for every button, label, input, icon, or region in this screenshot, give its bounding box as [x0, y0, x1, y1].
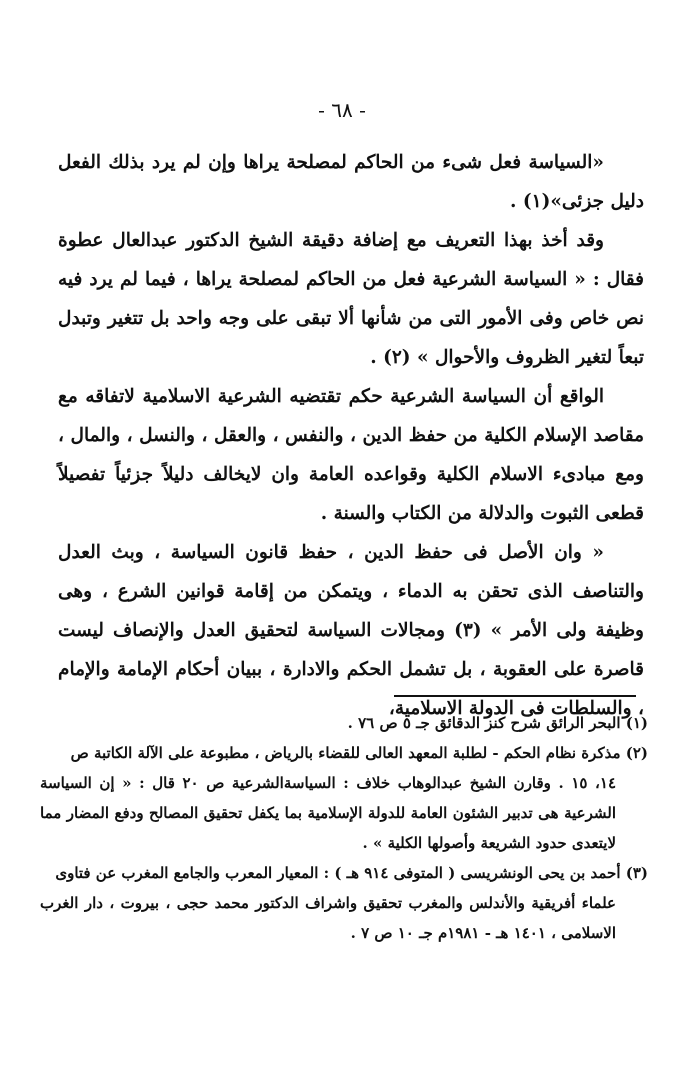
page-number: - ٦٨ -: [318, 98, 366, 122]
body-paragraph-3: الواقع أن السياسة الشرعية حكم تقتضيه الشرعية الاسلامية لاتفاقه مع مقاصد الإسلام الكلية من حفظ الدين ، والنفس ، والعقل ، والنسل ، والمال ، ومع مبادىء الاسلام الكلية وقواعده العامة وان لايخالف دليلاً جزئياً تفصيلاً قطعى الثبوت والدلالة من الكتاب والسنة .: [58, 386, 644, 524]
footnote-2: (٢) مذكرة نظام الحكم - لطلبة المعهد العالى للقضاء بالرياض ، مطبوعة على الآلة الكاتبة ص: [70, 744, 648, 762]
footnote-2-continuation: ١٤، ١٥ . وقارن الشيخ عبدالوهاب خلاف : السياسةالشرعية ص ٢٠ قال : « إن السياسة الشرعية هى تدبير الشئون العامة للدولة الإسلامية بما يكفل تحقيق المصالح ودفع المضار مما لايتعدى حدود الشريعة وأصولها الكلية » .: [40, 774, 617, 852]
footnote-1: (١) البحر الرائق شرح كنز الدقائق جـ ٥ ص ٧٦ .: [347, 714, 648, 732]
body-paragraph-1: «السياسة فعل شىء من الحاكم لمصلحة يراها وإن لم يرد بذلك الفعل دليل جزئى»(١) .: [58, 152, 644, 212]
footnote-3-continuation: علماء أفريقية والأندلس والمغرب تحقيق واشراف الدكتور محمد حجى ، بيروت ، دار الغرب الاسلامى ، ١٤٠١ هـ - ١٩٨١م جـ ١٠ ص ٧ .: [40, 894, 616, 942]
footnote-3: (٣) أحمد بن يحى الونشريسى ( المتوفى ٩١٤ هـ ) : المعيار المعرب والجامع المغرب عن فتاوى: [55, 864, 648, 882]
footnotes: [40, 708, 648, 948]
body-paragraph-2: وقد أخذ بهذا التعريف مع إضافة دقيقة الشيخ الدكتور عبدالعال عطوة فقال : « السياسة الشرعية فعل من الحاكم لمصلحة يراها ، فيما لم يرد فيه نص خاص وفى الأمور التى من شأنها ألا تبقى على وجه واحد بل تتغير وتبدل تبعاً لتغير الظروف والأحوال » (٢) .: [58, 230, 644, 368]
footnote-separator: [394, 695, 636, 697]
body-paragraph-4: « وان الأصل فى حفظ الدين ، حفظ قانون السياسة ، وبث العدل والتناصف الذى تحقن به الدماء ، ويتمكن من إقامة قوانين الشرع ، وهى وظيفة ولى الأمر » (٣) ومجالات السياسة لتحقيق العدل والإنصاف ليست قاصرة على العقوبة ، بل تشمل الحكم والادارة ، ببيان أحكام الإمامة والإمام ، والسلطات فى الدولة الاسلامية،: [58, 542, 644, 719]
main-text: [58, 143, 644, 728]
